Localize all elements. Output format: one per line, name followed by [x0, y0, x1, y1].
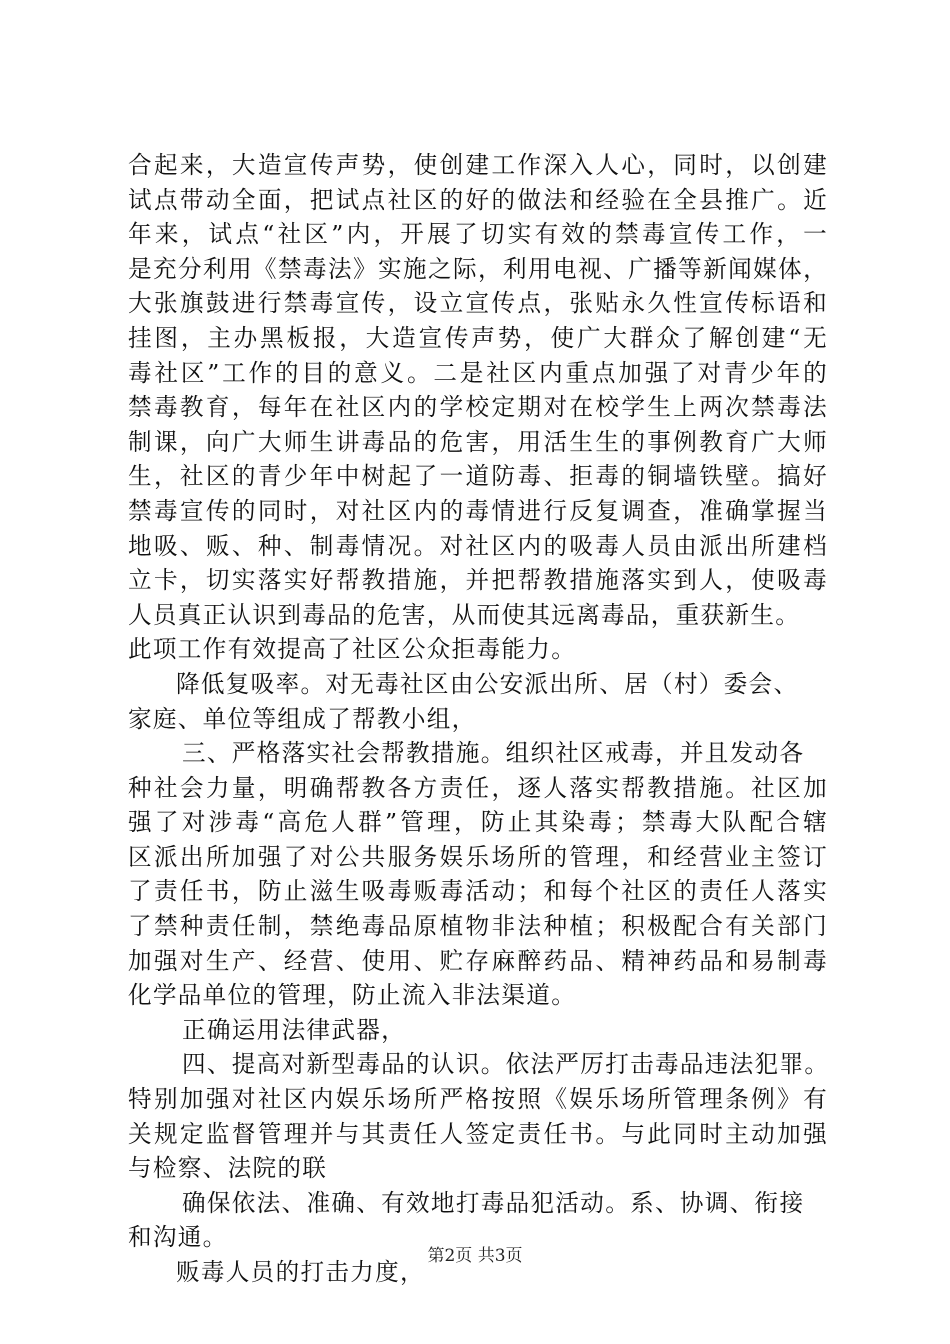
text-line: 种社会力量，明确帮教各方责任，逐人落实帮教措施。社区加 [128, 773, 828, 802]
text-line: 合起来，大造宣传声势，使创建工作深入人心，同时，以创建 [128, 151, 828, 179]
text-line: 强了对涉毒“高危人群”管理，防止其染毒；禁毒大队配合辖 [128, 808, 828, 837]
text-line: 大张旗鼓进行禁毒宣传，设立宣传点，张贴永久性宣传标语和 [128, 289, 828, 318]
paragraph-first-line: 正确运用法律武器， [182, 1015, 407, 1044]
text-line: 禁毒教育，每年在社区内的学校定期对在校学生上两次禁毒法 [128, 393, 828, 422]
text-line: 挂图，主办黑板报，大造宣传声势，使广大群众了解创建“无 [128, 323, 828, 352]
text-line: 家庭、单位等组成了帮教小组， [128, 704, 477, 733]
text-line: 关规定监督管理并与其责任人签定责任书。与此同时主动加强 [128, 1119, 828, 1148]
text-line: 人员真正认识到毒品的危害，从而使其远离毒品，重获新生。 [128, 600, 801, 629]
paragraph-first-line: 四、提高对新型毒品的认识。依法严厉打击毒品违法犯罪。 [182, 1050, 830, 1079]
text-line: 了禁种责任制，禁绝毒品原植物非法种植；积极配合有关部门 [128, 912, 828, 941]
text-line: 和沟通。 [128, 1223, 228, 1252]
text-line: 化学品单位的管理，防止流入非法渠道。 [128, 981, 577, 1010]
paragraph-first-line: 贩毒人员的打击力度， [176, 1258, 425, 1286]
paragraph-first-line: 降低复吸率。对无毒社区由公安派出所、居（村）委会、 [176, 669, 799, 698]
text-line: 毒社区”工作的目的意义。二是社区内重点加强了对青少年的 [128, 358, 828, 387]
page-number-footer: 第2页 共3页 [427, 1246, 523, 1266]
text-line: 禁毒宣传的同时，对社区内的毒情进行反复调查，准确掌握当 [128, 496, 828, 525]
text-line: 年来，试点“社区”内，开展了切实有效的禁毒宣传工作，一 [128, 220, 828, 249]
text-line: 特别加强对社区内娱乐场所严格按照《娱乐场所管理条例》有 [128, 1085, 828, 1114]
text-line: 了责任书，防止滋生吸毒贩毒活动；和每个社区的责任人落实 [128, 877, 828, 906]
text-line: 试点带动全面，把试点社区的好的做法和经验在全县推广。近 [128, 185, 828, 214]
text-line: 是充分利用《禁毒法》实施之际，利用电视、广播等新闻媒体， [128, 254, 828, 283]
text-line: 生，社区的青少年中树起了一道防毒、拒毒的铜墙铁壁。搞好 [128, 462, 828, 491]
text-line: 与检察、法院的联 [128, 1154, 328, 1183]
document-body [128, 148, 828, 1290]
text-line: 加强对生产、经营、使用、贮存麻醉药品、精神药品和易制毒 [128, 946, 828, 975]
text-line: 地吸、贩、种、制毒情况。对社区内的吸毒人员由派出所建档 [128, 531, 828, 560]
text-line: 制课，向广大师生讲毒品的危害，用活生生的事例教育广大师 [128, 427, 828, 456]
text-line: 立卡，切实落实好帮教措施，并把帮教措施落实到人，使吸毒 [128, 566, 828, 595]
paragraph-first-line: 确保依法、准确、有效地打毒品犯活动。系、协调、衔接 [182, 1188, 805, 1217]
text-line: 区派出所加强了对公共服务娱乐场所的管理，和经营业主签订 [128, 842, 828, 871]
text-line: 此项工作有效提高了社区公众拒毒能力。 [128, 635, 577, 664]
paragraph-first-line: 三、严格落实社会帮教措施。组织社区戒毒，并且发动各 [182, 739, 805, 768]
